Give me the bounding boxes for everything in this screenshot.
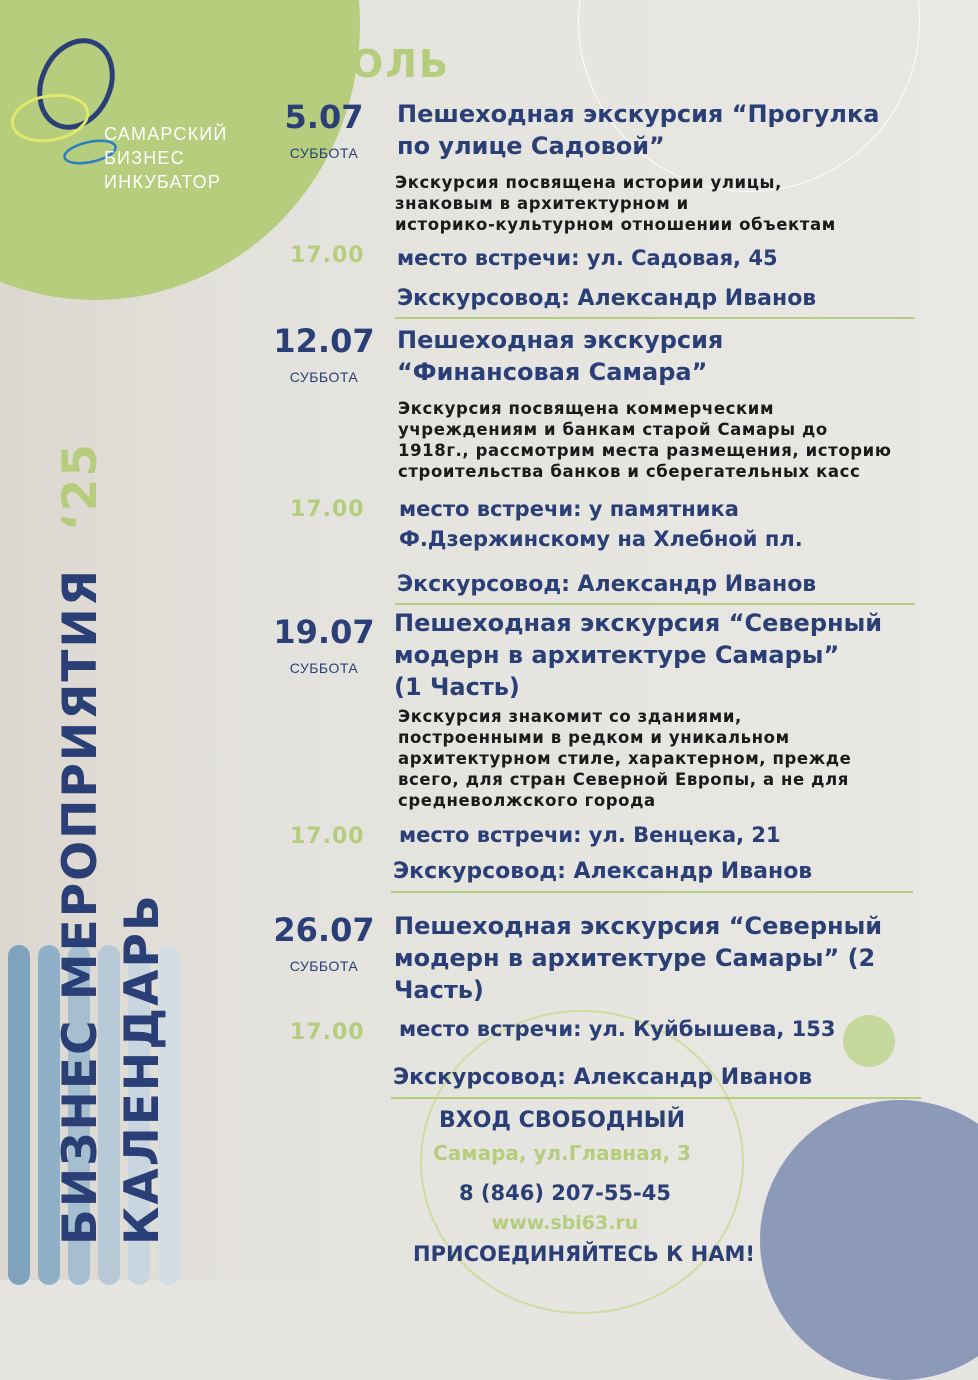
side-title-year: ‘25: [53, 441, 108, 532]
event-title: Пешеходная экскурсия “Прогулка по улице Садовой”: [397, 100, 880, 160]
divider: [391, 891, 913, 893]
event-guide: Экскурсовод: Александр Иванов: [397, 572, 817, 597]
event-time: 17.00: [290, 824, 365, 849]
event-date: 26.07: [273, 911, 375, 949]
free-entry-text: ВХОД СВОБОДНЫЙ: [439, 1108, 685, 1133]
event-time: 17.00: [290, 497, 365, 522]
phone-text: 8 (846) 207-55-45: [459, 1181, 671, 1205]
event-weekday: СУББОТА: [289, 660, 359, 676]
event-guide: Экскурсовод: Александр Иванов: [393, 1065, 813, 1090]
event-date: 5.07: [284, 98, 364, 136]
website-link[interactable]: www.sbi63.ru: [491, 1212, 639, 1234]
logo-text: [104, 122, 228, 194]
event-place: место встречи: у памятника Ф.Дзержинскому на Хлебной пл.: [399, 497, 803, 551]
side-title-line-2: КАЛЕНДАРЬ: [115, 893, 170, 1245]
event-guide: Экскурсовод: Александр Иванов: [393, 859, 813, 884]
logo-line-1: САМАРСКИЙ: [104, 124, 228, 144]
join-us-text: ПРИСОЕДИНЯЙТЕСЬ К НАМ!: [413, 1242, 755, 1266]
event-description: Экскурсия посвящена коммерческим учреждениям и банкам старой Самары до 1918г., рассмотрим места размещения, историю строительства банков и сберегательных касс: [398, 399, 892, 481]
month-heading: ИЮЛЬ: [305, 42, 450, 86]
event-place: место встречи: ул. Садовая, 45: [397, 246, 778, 270]
event-place: место встречи: ул. Венцека, 21: [399, 823, 781, 847]
logo-line-2: БИЗНЕС: [104, 148, 185, 168]
event-weekday: СУББОТА: [289, 958, 359, 974]
event-time: 17.00: [290, 1020, 365, 1045]
divider: [395, 317, 915, 319]
side-title: [50, 442, 174, 1245]
event-weekday: СУББОТА: [289, 369, 359, 385]
event-description: Экскурсия знакомит со зданиями, построенными в редком и уникальном архитектурном стиле, характерном, прежде всего, для стран Северной Европы, а не для средневолжского города: [398, 707, 852, 810]
address-text: Самара, ул.Главная, 3: [433, 1141, 691, 1165]
divider: [391, 1097, 921, 1099]
event-title: Пешеходная экскурсия “Северный модерн в архитектуре Самары” (2 Часть): [394, 912, 883, 1004]
event-date: 19.07: [273, 613, 375, 651]
event-title: Пешеходная экскурсия “Финансовая Самара”: [397, 326, 724, 386]
divider: [395, 603, 915, 605]
side-title-line-1: БИЗНЕС МЕРОПРИЯТИЯ: [53, 567, 108, 1245]
event-place: место встречи: ул. Куйбышева, 153: [399, 1017, 836, 1041]
logo-line-3: ИНКУБАТОР: [104, 172, 222, 192]
event-title: Пешеходная экскурсия “Северный модерн в архитектуре Самары” (1 Часть): [394, 609, 883, 701]
event-weekday: СУББОТА: [289, 145, 359, 161]
event-date: 12.07: [273, 322, 375, 360]
event-guide: Экскурсовод: Александр Иванов: [397, 286, 817, 311]
event-description: Экскурсия посвящена истории улицы, знаковым в архитектурном и историко-культурном отношении объектам: [395, 173, 836, 234]
event-time: 17.00: [290, 243, 365, 268]
